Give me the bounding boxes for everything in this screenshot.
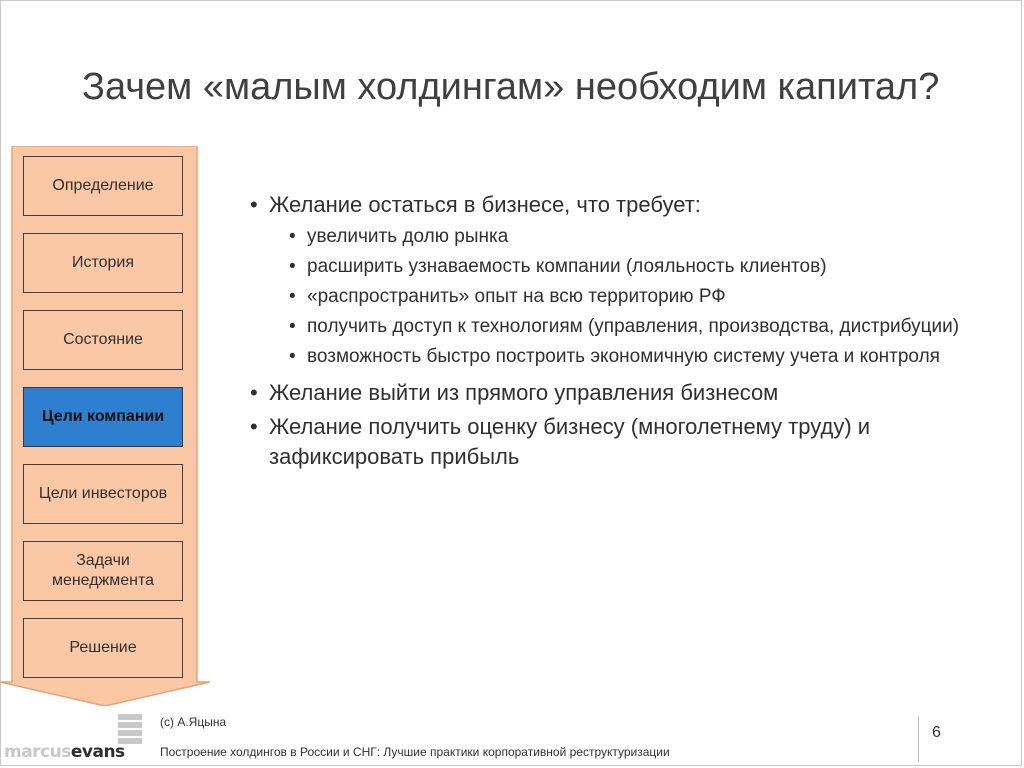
bullet-item: • Желание остаться в бизнесе, что требует: [248, 190, 1008, 220]
nav-item-label: Состояние [63, 331, 143, 348]
sub-bullet-item: • расширить узнаваемость компании (лояльность клиентов) [288, 254, 1008, 280]
copyright-text: (с) А.Яцына [160, 715, 227, 729]
nav-item-label: Определение [52, 177, 154, 194]
nav-item-label: Решение [69, 639, 137, 656]
logo-wordmark [4, 742, 125, 762]
nav-item-label: Цели компании [41, 408, 165, 425]
nav-item-label: Цели инвесторов [38, 485, 168, 502]
nav-item-history[interactable] [23, 233, 183, 293]
sub-bullet-list [288, 224, 1008, 370]
slide-title: Зачем «малым холдингам» необходим капитал? [82, 66, 940, 108]
nav-item-investor-goals[interactable] [23, 464, 183, 524]
logo-wordmark-part: evans [70, 742, 125, 762]
nav-item-definition[interactable] [23, 156, 183, 216]
logo-mark-icon [116, 714, 144, 744]
footer-divider [918, 716, 919, 762]
nav-item-management-tasks[interactable] [23, 541, 183, 601]
nav-item-solution[interactable] [23, 618, 183, 678]
sub-bullet-item: • увеличить долю рынка [288, 224, 1008, 250]
page-number: 6 [932, 724, 941, 741]
slide-content [248, 190, 1008, 476]
bullet-item: • Желание получить оценку бизнесу (многолетнему труду) и зафиксировать прибыль [248, 412, 1008, 472]
nav-item-label: Задачи менеджмента [51, 552, 155, 589]
nav-item-label: История [71, 254, 135, 271]
sub-bullet-item: • получить доступ к технологиям (управления, производства, дистрибуции) [288, 314, 1008, 340]
nav-item-state[interactable] [23, 310, 183, 370]
footer-caption: Построение холдингов в России и СНГ: Лучшие практики корпоративной реструктуризации [160, 745, 670, 759]
logo-wordmark-part: marcus [4, 742, 71, 762]
sub-bullet-item: • возможность быстро построить экономичную систему учета и контроля [288, 344, 1008, 370]
bullet-item: • Желание выйти из прямого управления бизнесом [248, 378, 1008, 408]
sub-bullet-item: • «распространить» опыт на всю территорию РФ [288, 284, 1008, 310]
nav-item-company-goals[interactable] [23, 387, 183, 447]
marcus-evans-logo [4, 714, 148, 762]
